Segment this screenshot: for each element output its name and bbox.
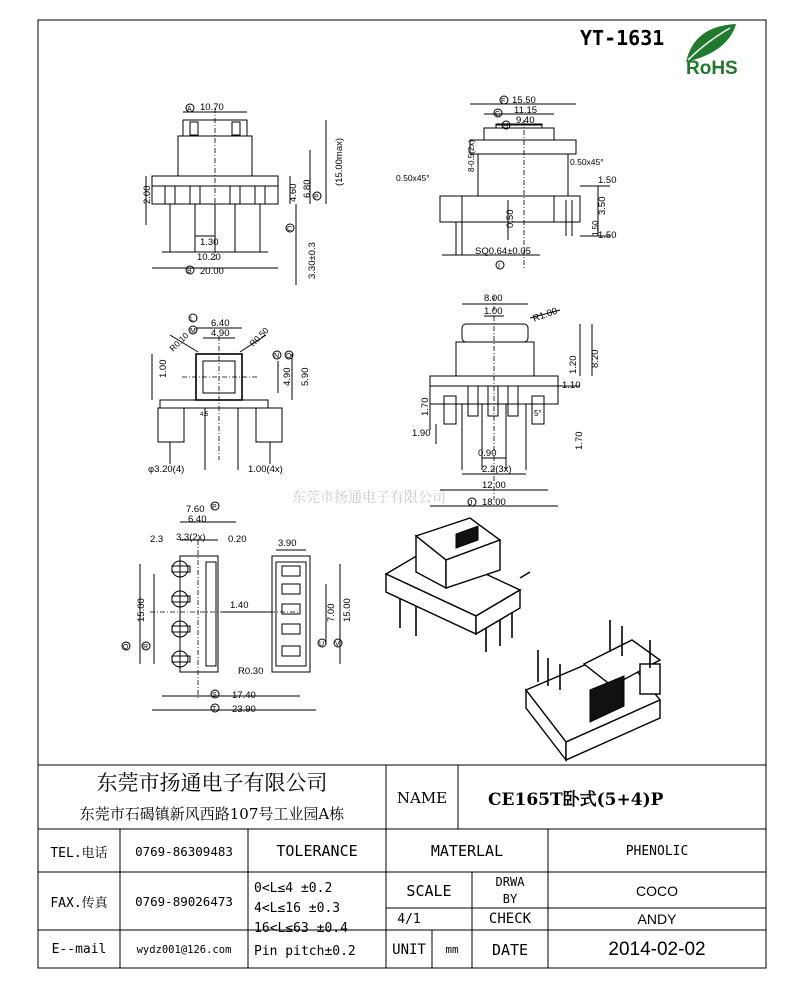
svg-text:H: H — [503, 123, 509, 130]
svg-text:11.15: 11.15 — [514, 105, 538, 116]
svg-text:7.00: 7.00 — [326, 603, 337, 622]
tolerance-label: TOLERANCE — [276, 842, 358, 860]
tel-value: 0769-86309483 — [135, 843, 233, 859]
svg-text:3.90: 3.90 — [278, 538, 297, 549]
scale-label: SCALE — [406, 881, 452, 900]
svg-text:P: P — [314, 194, 319, 201]
svg-text:2.00: 2.00 — [142, 185, 153, 204]
svg-text:23.90: 23.90 — [232, 704, 256, 715]
svg-text:6.40: 6.40 — [211, 318, 230, 329]
drawn-by-label: DRWA — [495, 875, 525, 889]
unit-value: mm — [445, 943, 459, 956]
svg-text:O: O — [286, 353, 292, 360]
svg-text:1.00: 1.00 — [158, 359, 169, 378]
view-bottom — [122, 502, 353, 715]
svg-text:L: L — [190, 316, 194, 323]
svg-text:3.3(2x): 3.3(2x) — [176, 532, 206, 543]
svg-text:V: V — [335, 641, 340, 648]
svg-text:J: J — [469, 500, 473, 507]
watermark: 东莞市扬通电子有限公司 — [292, 490, 446, 506]
svg-text:3.50: 3.50 — [597, 196, 608, 215]
tolerance-row: 4<L≤16 ±0.3 — [254, 900, 341, 916]
svg-text:2.3: 2.3 — [150, 534, 164, 545]
svg-text:9.40: 9.40 — [516, 115, 535, 126]
svg-text:10.70: 10.70 — [200, 102, 224, 113]
svg-text:4.90: 4.90 — [211, 328, 230, 339]
drawn-by-label-2: BY — [502, 892, 518, 906]
svg-text:R: R — [143, 644, 149, 651]
svg-text:15.50: 15.50 — [512, 95, 536, 106]
rohs-logo — [686, 24, 738, 79]
svg-text:M: M — [190, 328, 196, 335]
svg-text:1.00: 1.00 — [484, 306, 503, 317]
svg-text:18.00: 18.00 — [482, 497, 506, 508]
svg-text:R0.50: R0.50 — [247, 325, 271, 349]
svg-text:15.00: 15.00 — [136, 598, 147, 622]
svg-text:1.50: 1.50 — [591, 220, 600, 236]
svg-text:R1.00: R1.00 — [531, 305, 559, 325]
fax-label: FAX.传真 — [50, 896, 108, 911]
svg-text:S: S — [212, 692, 217, 699]
svg-text:8-0.5(2x): 8-0.5(2x) — [467, 139, 476, 172]
rohs-logo-text: RoHS — [686, 58, 738, 79]
unit-label: UNIT — [392, 941, 426, 958]
svg-text:0.50: 0.50 — [505, 209, 516, 228]
svg-text:4.60: 4.60 — [288, 183, 299, 202]
svg-text:T: T — [212, 706, 217, 713]
tolerance-row: 0<L≤4 ±0.2 — [254, 880, 333, 896]
svg-text:1.70: 1.70 — [574, 431, 585, 450]
company-name: 东莞市扬通电子有限公司 — [96, 771, 328, 795]
tel-label: TEL.电话 — [50, 845, 108, 861]
svg-text:17.40: 17.40 — [232, 690, 256, 701]
svg-text:10.20: 10.20 — [197, 252, 221, 263]
svg-text:Q: Q — [123, 644, 129, 651]
drawn-by-value: COCO — [636, 882, 678, 899]
svg-text:1.90: 1.90 — [412, 428, 431, 439]
check-label: CHECK — [488, 911, 532, 927]
date-value: 2014-02-02 — [608, 938, 706, 960]
svg-text:φ3.20(4): φ3.20(4) — [148, 464, 185, 475]
view-end — [148, 314, 311, 475]
svg-text:2.2(3x): 2.2(3x) — [482, 464, 512, 475]
email-label: E--mail — [51, 942, 107, 957]
svg-text:12.00: 12.00 — [482, 480, 506, 491]
svg-text:R0.10: R0.10 — [167, 330, 191, 354]
svg-text:1.10: 1.10 — [562, 380, 581, 391]
svg-text:1.00(4x): 1.00(4x) — [248, 464, 283, 475]
svg-text:(15.00max): (15.00max) — [334, 137, 345, 186]
isometric-view-bottom — [526, 620, 660, 760]
svg-text:4.90: 4.90 — [282, 367, 293, 386]
svg-text:U: U — [319, 641, 325, 648]
date-label: DATE — [491, 940, 529, 959]
svg-text:20.00: 20.00 — [200, 266, 224, 277]
svg-text:A: A — [187, 106, 192, 113]
company-address: 东莞市石碣镇新风西路107号工业园A栋 — [79, 804, 345, 823]
svg-text:F: F — [501, 98, 506, 105]
part-name: CE165T卧式(5+4)P — [488, 790, 664, 810]
email-value: wydz001@126.com — [136, 943, 232, 956]
svg-text:3.30±0.3: 3.30±0.3 — [307, 242, 318, 279]
check-value: ANDY — [637, 911, 677, 927]
svg-text:I: I — [498, 263, 500, 270]
svg-text:C: C — [287, 226, 293, 233]
material-label: MATERLAL — [430, 842, 504, 860]
tolerance-row: Pin pitch±0.2 — [254, 943, 356, 959]
isometric-view-top — [386, 518, 530, 652]
svg-text:5.90: 5.90 — [300, 367, 311, 386]
svg-text:4.5: 4.5 — [200, 412, 209, 418]
svg-text:1.70: 1.70 — [420, 397, 431, 416]
name-label: NAME — [396, 788, 448, 807]
svg-text:8.00: 8.00 — [484, 293, 503, 304]
svg-text:6.40: 6.40 — [188, 514, 207, 525]
svg-text:0.20: 0.20 — [228, 534, 247, 545]
tolerance-row: 16<L≤63 ±0.4 — [254, 920, 348, 936]
scale-value: 4/1 — [397, 911, 421, 927]
svg-text:P: P — [212, 504, 217, 511]
svg-text:1.30: 1.30 — [200, 237, 219, 248]
svg-text:G: G — [495, 111, 501, 118]
svg-text:1.50: 1.50 — [598, 175, 617, 186]
material-value: PHENOLIC — [625, 843, 689, 859]
svg-text:0.50x45°: 0.50x45° — [396, 173, 430, 183]
view-side-2 — [412, 293, 601, 508]
svg-text:6.80: 6.80 — [302, 179, 313, 198]
svg-text:1.40: 1.40 — [230, 600, 249, 611]
svg-text:15.00: 15.00 — [342, 598, 353, 622]
svg-text:1.20: 1.20 — [568, 355, 579, 374]
fax-value: 0769-89026473 — [135, 894, 233, 909]
svg-text:5°: 5° — [534, 409, 542, 418]
svg-text:0.50x45°: 0.50x45° — [570, 157, 604, 167]
svg-text:N: N — [274, 353, 280, 360]
view-side — [396, 95, 617, 270]
svg-text:8.20: 8.20 — [590, 349, 601, 368]
svg-text:1.50: 1.50 — [598, 230, 617, 241]
svg-text:B: B — [187, 268, 192, 275]
part-number: YT-1631 — [580, 26, 665, 50]
view-front — [142, 102, 345, 285]
svg-text:R0.30: R0.30 — [238, 666, 264, 677]
svg-text:SQ0.64±0.05: SQ0.64±0.05 — [475, 246, 531, 257]
svg-text:7.60: 7.60 — [186, 504, 205, 515]
svg-text:0.90: 0.90 — [478, 448, 497, 459]
